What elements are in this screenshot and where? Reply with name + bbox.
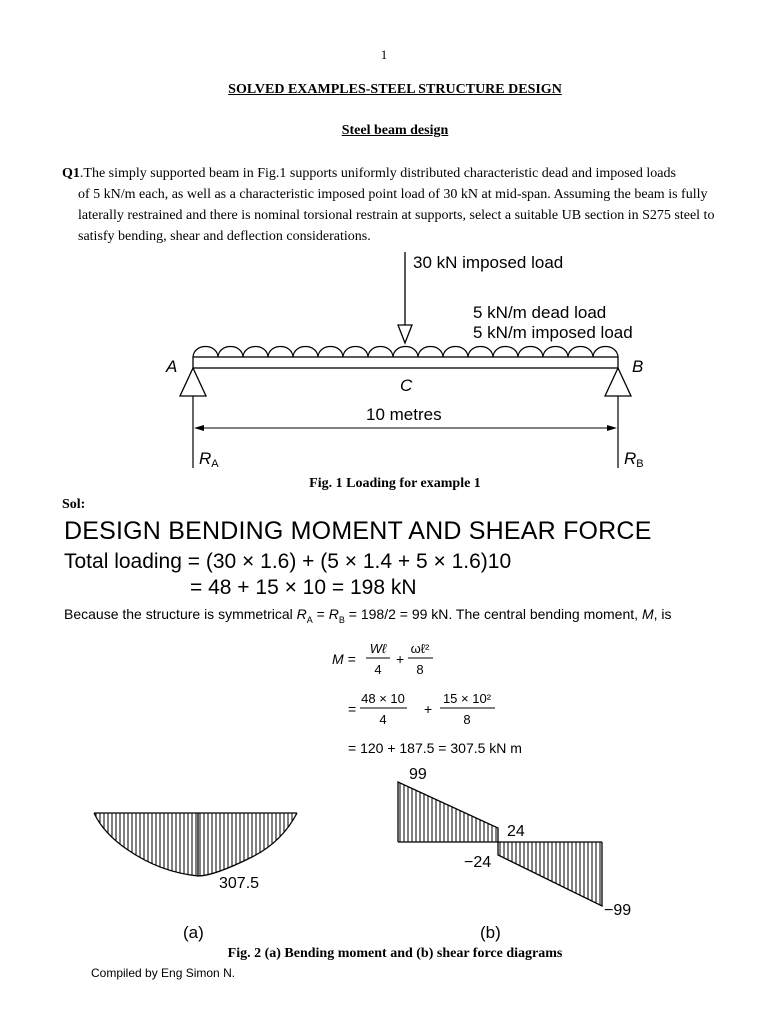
bending-moment-diagram: [94, 813, 297, 942]
symmetry-statement: Because the structure is symmetrical $R_A = R_B = 198/2 = 99$ kN. The central bending moment, M, is: [64, 606, 672, 625]
udl-arc-chain: [193, 347, 618, 358]
reaction-a-label: RA: [199, 449, 219, 470]
fig2-caption: Fig. 2 (a) Bending moment and (b) shear force diagrams: [227, 946, 563, 961]
span-label: 10 metres: [366, 405, 442, 424]
eq-numerator-3: 48 × 10: [361, 691, 405, 706]
section-subtitle: Steel beam design: [341, 123, 449, 138]
dim-arrow-left: [194, 425, 204, 431]
eq-denominator-2: 8: [416, 662, 424, 677]
sf-top-value: 99: [409, 766, 427, 783]
eq-m-label: M =: [332, 651, 356, 667]
sf-hatching-negative: [500, 840, 600, 910]
eq-equals: =: [348, 701, 357, 717]
total-loading-line2: = 48 + 15 × 10 = 198 kN: [190, 576, 417, 599]
eq-result: = 120 + 187.5 = 307.5 kN m: [348, 740, 522, 756]
solution-heading: DESIGN BENDING MOMENT AND SHEAR FORCE: [64, 517, 652, 545]
dim-arrow-right: [607, 425, 617, 431]
eq-denominator-4: 8: [463, 712, 471, 727]
fig1-caption: Fig. 1 Loading for example 1: [309, 476, 481, 491]
fig2-bm-sf-diagrams: [0, 758, 768, 948]
bm-hatching: [96, 813, 296, 880]
question-text-first: .The simply supported beam in Fig.1 supports uniformly distributed characteristic dead and imposed loads: [79, 166, 676, 181]
document-title: SOLVED EXAMPLES-STEEL STRUCTURE DESIGN: [228, 82, 562, 97]
footer-compiled-by: Compiled by Eng Simon N.: [91, 966, 236, 980]
question-q1: [62, 163, 734, 247]
reaction-b-label: RB: [624, 449, 644, 470]
point-load-arrowhead: [398, 325, 412, 343]
sf-mid-positive-value: 24: [507, 823, 525, 840]
udl-dead-label: 5 kN/m dead load: [473, 303, 607, 322]
eq-numerator-1: Wℓ: [369, 641, 387, 656]
solution-label: Sol:: [62, 497, 86, 512]
eq-numerator-4: 15 × 10²: [442, 691, 492, 706]
midpoint-label: C: [400, 376, 413, 395]
beam: [193, 357, 618, 368]
question-text-rest: of 5 kN/m each, as well as a characteristic imposed point load of 30 kN at mid-span. Assuming the beam is fully laterally restrained and there is nominal torsional restrain at supports, select a suitable UB section in S275 steel to satisfy bending, shear and deflection considerations.: [78, 187, 715, 244]
shear-force-diagram: [398, 766, 631, 942]
moment-equation: [320, 636, 540, 758]
bm-max-value: 307.5: [219, 875, 260, 892]
eq-plus-2: +: [424, 701, 433, 717]
fig1-loading-diagram: [0, 245, 768, 475]
udl-imposed-label: 5 kN/m imposed load: [473, 323, 633, 342]
eq-denominator-3: 4: [379, 712, 387, 727]
sf-mid-negative-value: −24: [464, 854, 492, 871]
udl-load-arcs: [193, 347, 618, 358]
support-a-triangle: [180, 368, 206, 396]
sf-bottom-value: −99: [604, 902, 632, 919]
support-a-label: A: [166, 357, 178, 376]
eq-plus-1: +: [396, 651, 405, 667]
bm-diagram-label: (a): [183, 923, 204, 942]
support-b-triangle: [605, 368, 631, 396]
eq-denominator-1: 4: [374, 662, 382, 677]
total-loading-line1: Total loading = (30 × 1.6) + (5 × 1.4 + 5 × 1.6)10: [64, 550, 512, 573]
eq-numerator-2: ωℓ²: [410, 641, 430, 656]
question-label: Q1: [62, 166, 80, 181]
support-b-label: B: [632, 357, 644, 376]
point-load-label: 30 kN imposed load: [413, 253, 564, 272]
sf-diagram-label: (b): [480, 923, 501, 942]
page-number: 1: [380, 47, 388, 62]
